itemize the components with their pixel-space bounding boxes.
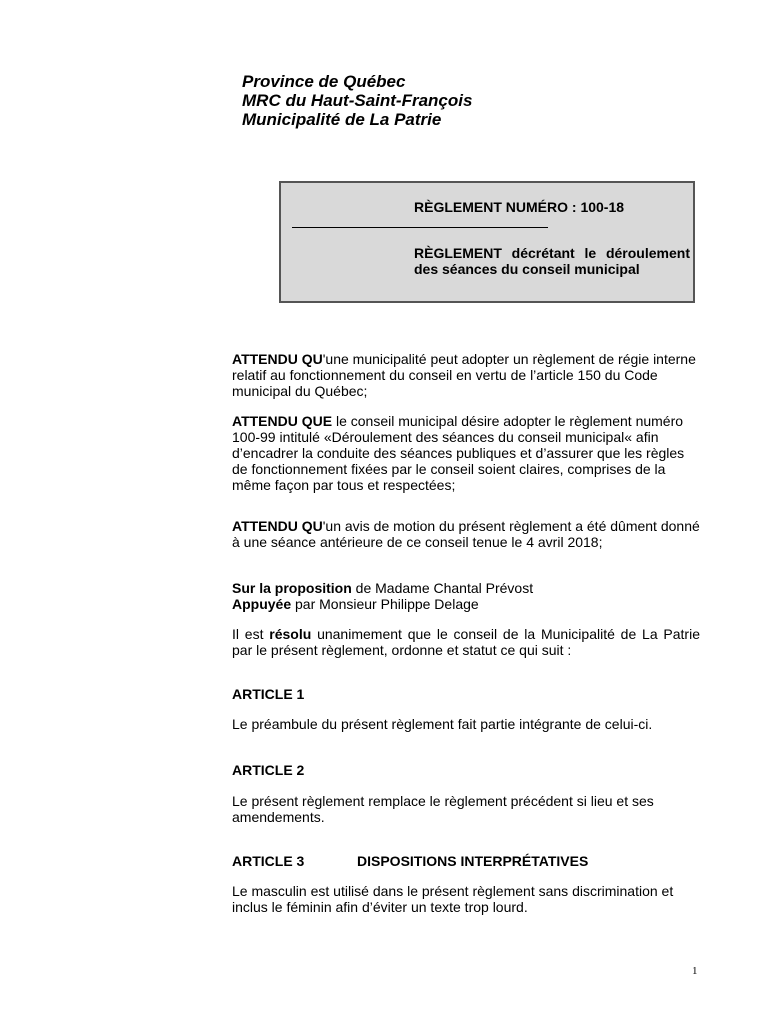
proposition-block bbox=[232, 580, 700, 612]
article-3-text: Le masculin est utilisé dans le présent règlement sans discrimination et inclus le féminin afin d’éviter un texte trop lourd. bbox=[232, 883, 674, 915]
article-2-text: Le présent règlement remplace le règlement précédent si lieu et ses amendements. bbox=[232, 793, 654, 825]
resolution-before: Il est bbox=[232, 626, 270, 642]
preamble-lead: ATTENDU QU bbox=[232, 518, 323, 534]
preamble-paragraph-1 bbox=[232, 351, 700, 399]
proposition-lead: Sur la proposition bbox=[232, 580, 352, 596]
page-number: 1 bbox=[692, 965, 698, 977]
mrc-line: MRC du Haut-Saint-François bbox=[242, 91, 473, 110]
preamble-lead: ATTENDU QUE bbox=[232, 413, 333, 429]
article-1-text: Le préambule du présent règlement fait partie intégrante de celui-ci. bbox=[232, 716, 653, 732]
title-divider bbox=[292, 227, 548, 228]
article-2-heading: ARTICLE 2 bbox=[232, 762, 305, 778]
regulation-title-box bbox=[279, 181, 695, 303]
seconded-lead: Appuyée bbox=[232, 596, 292, 612]
article-3-title: DISPOSITIONS INTERPRÉTATIVES bbox=[357, 853, 589, 869]
province-line: Province de Québec bbox=[242, 72, 406, 91]
regulation-description: RÈGLEMENT décrétant le déroulement des séances du conseil municipal bbox=[414, 245, 690, 277]
preamble-text: le conseil municipal désire adopter le règlement numéro 100-99 intitulé «Déroulement des séances du conseil municipal« afin d’encadrer la conduite des séances publiques et d’assurer que les règles de fonctionnement fixées par le conseil soient claires, comprises de la même façon par tous et respectées; bbox=[232, 413, 685, 493]
preamble-text: 'un avis de motion du présent règlement a été dûment donné à une séance antérieure de ce conseil tenue le 4 avril 2018; bbox=[232, 518, 700, 550]
resolution-after: unanimement que le conseil de la Municipalité de La Patrie par le présent règlement, ordonne et statut ce qui suit : bbox=[232, 626, 700, 658]
article-1-heading: ARTICLE 1 bbox=[232, 686, 305, 702]
regulation-number: RÈGLEMENT NUMÉRO : 100-18 bbox=[414, 199, 625, 215]
document-header bbox=[242, 72, 472, 129]
article-3-heading: ARTICLE 3 bbox=[232, 853, 305, 869]
resolution-paragraph bbox=[232, 626, 700, 658]
preamble-lead: ATTENDU QU bbox=[232, 351, 323, 367]
preamble-text: 'une municipalité peut adopter un règlement de régie interne relatif au fonctionnement du conseil en vertu de l’article 150 du Code municipal du Québec; bbox=[232, 351, 696, 399]
municipality-line: Municipalité de La Patrie bbox=[242, 110, 442, 129]
proposition-text: de Madame Chantal Prévost bbox=[351, 580, 534, 596]
preamble-paragraph-3 bbox=[232, 518, 700, 550]
resolution-keyword: résolu bbox=[269, 626, 312, 642]
preamble-paragraph-2 bbox=[232, 413, 700, 493]
seconded-text: par Monsieur Philippe Delage bbox=[291, 596, 479, 612]
